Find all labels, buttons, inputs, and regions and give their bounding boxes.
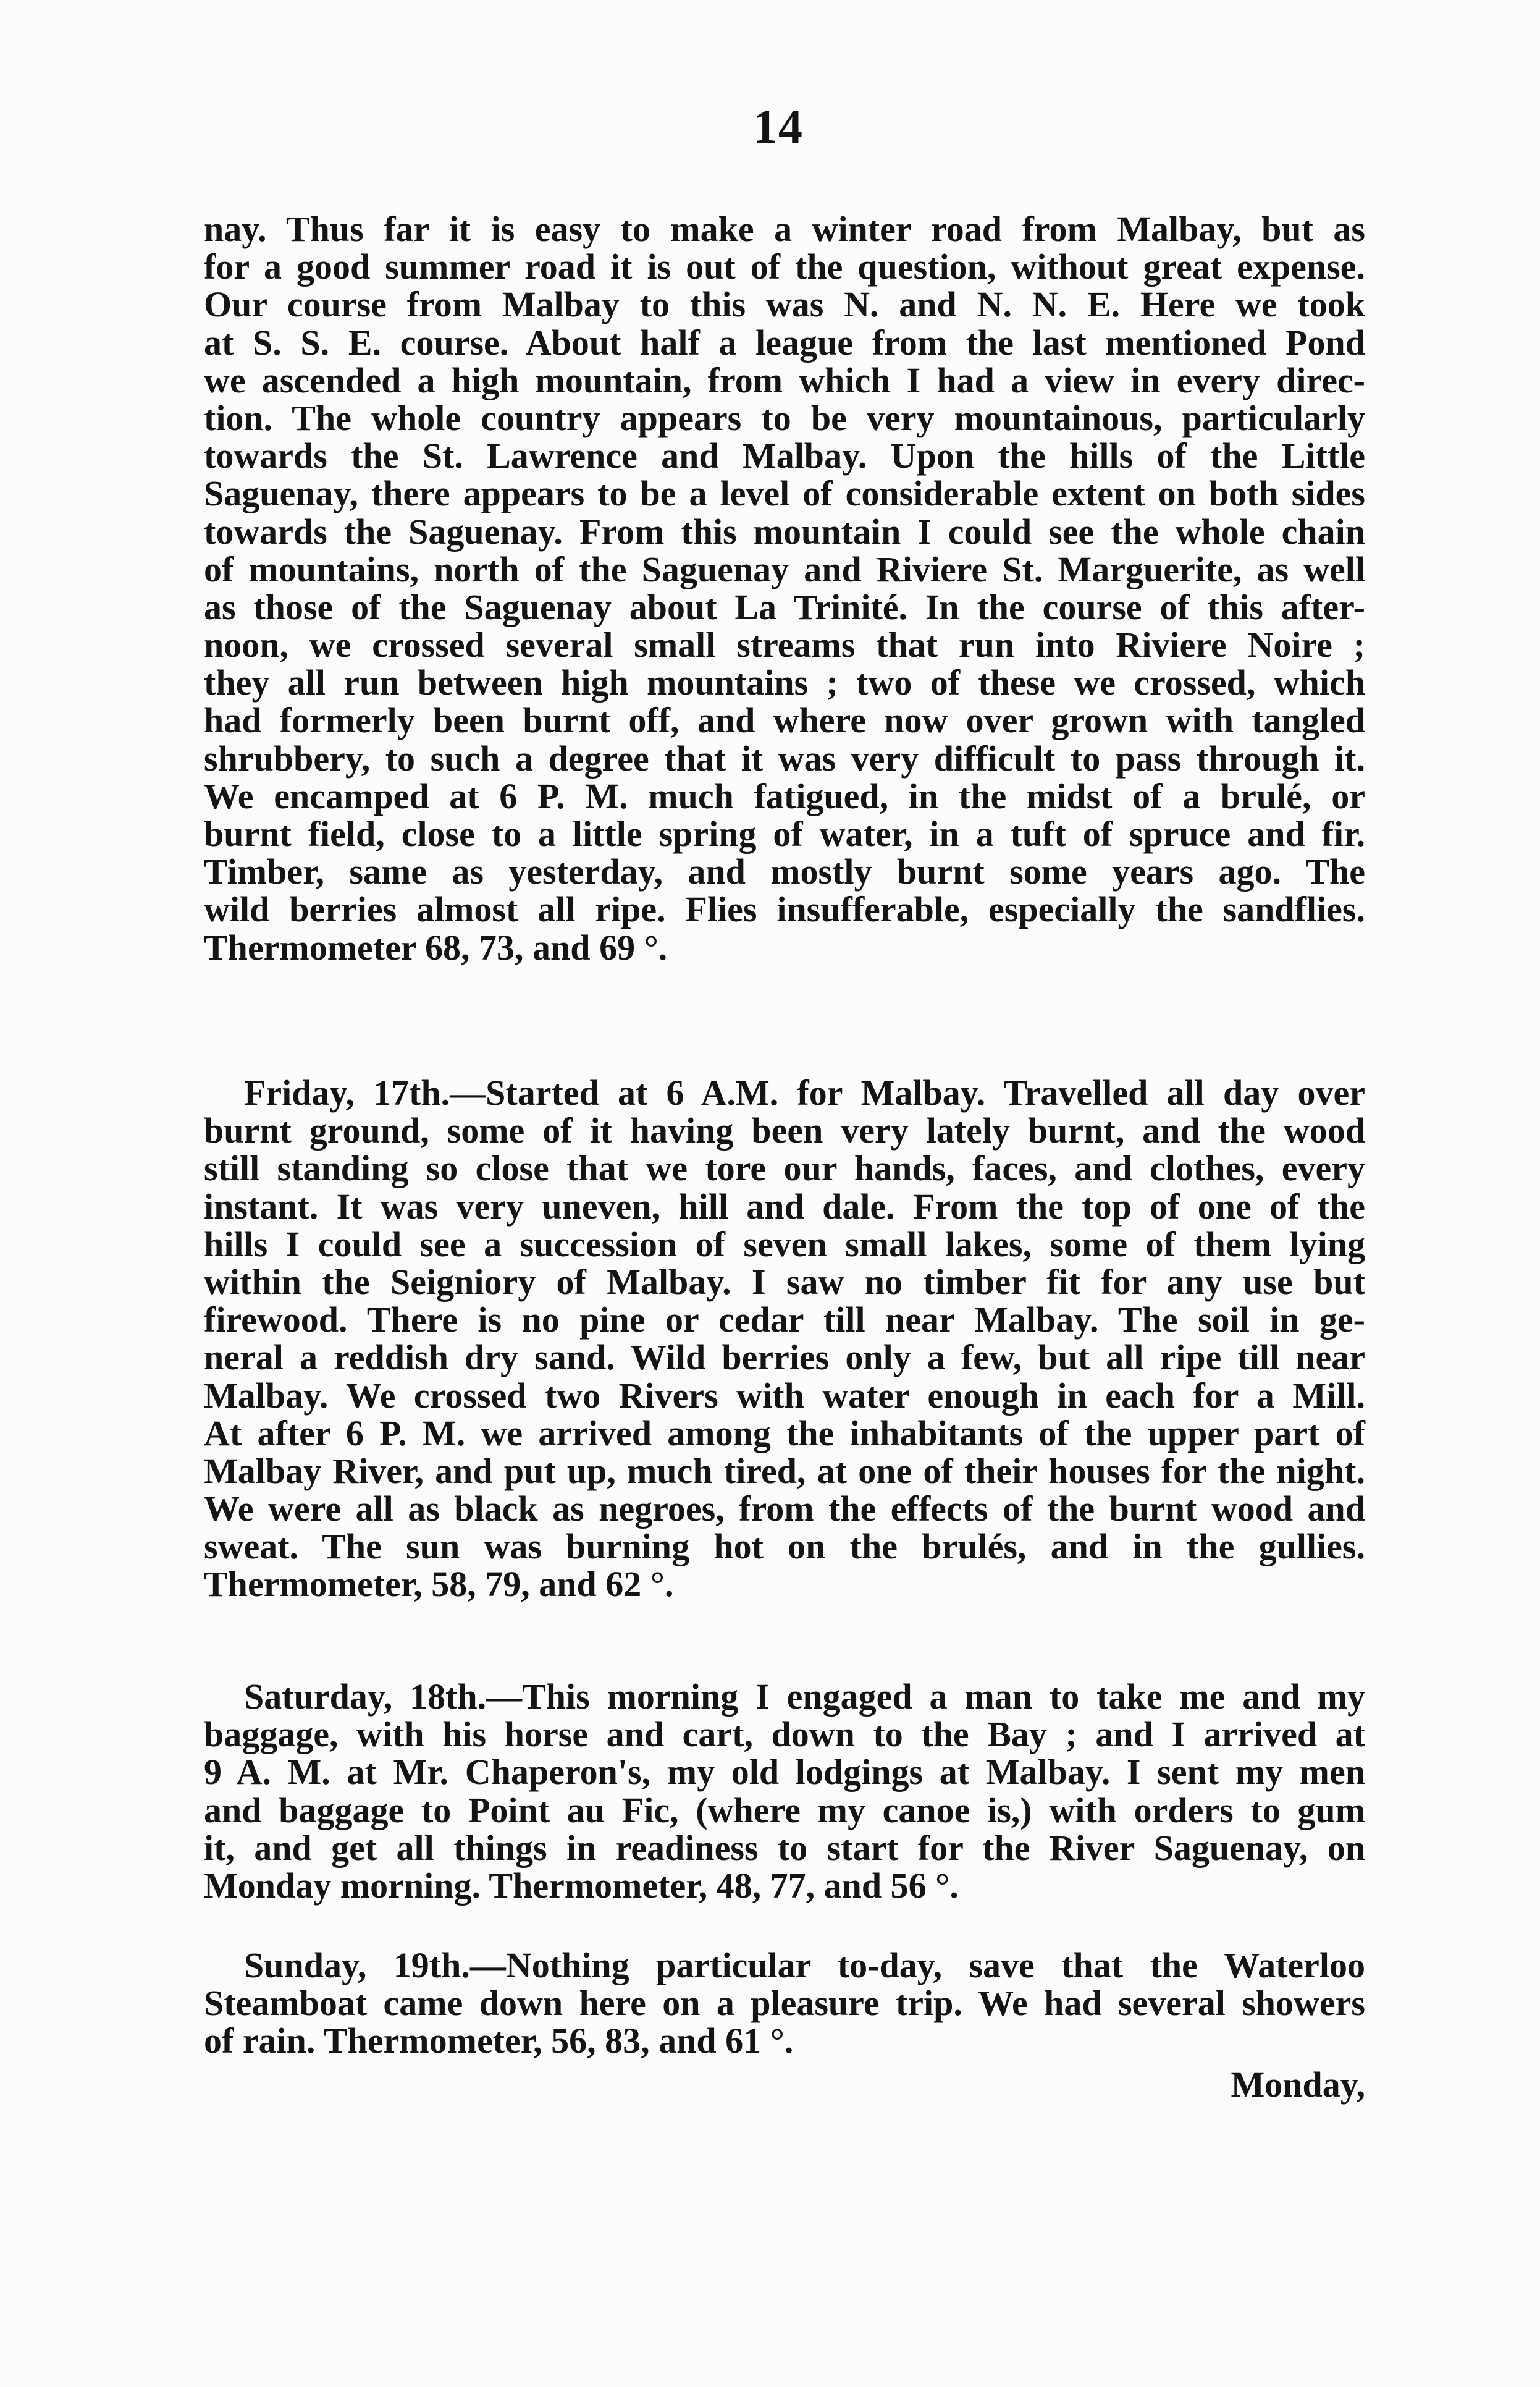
- text-line: 9 A. M. at Mr. Chaperon's, my old lodgings at Malbay. I sent my men: [204, 1752, 1365, 1793]
- text-line: Malbay River, and put up, much tired, at one of their houses for the night.: [204, 1450, 1365, 1491]
- text-line: of rain. Thermometer, 56, 83, and 61 °.: [204, 2021, 794, 2061]
- text-line: towards the St. Lawrence and Malbay. Upon the hills of the Little: [204, 436, 1365, 476]
- text-line: Sunday, 19th.—Nothing particular to-day, save that the Waterloo: [244, 1945, 1365, 1985]
- text-line: still standing so close that we tore our hands, faces, and clothes, every: [204, 1148, 1365, 1189]
- text-line: firewood. There is no pine or cedar till near Malbay. The soil in ge-: [204, 1299, 1365, 1340]
- text-line: neral a reddish dry sand. Wild berries only a few, but all ripe till near: [204, 1337, 1365, 1378]
- text-line: we ascended a high mountain, from which I had a view in every direc-: [204, 360, 1365, 400]
- text-line: as those of the Saguenay about La Trinité. In the course of this after-: [204, 586, 1365, 627]
- text-line: wild berries almost all ripe. Flies insufferable, especially the sandflies.: [204, 889, 1365, 930]
- text-line: burnt ground, some of it having been very lately burnt, and the wood: [204, 1110, 1365, 1151]
- text-line: Thermometer, 58, 79, and 62 °.: [204, 1564, 674, 1605]
- text-line: tion. The whole country appears to be very mountainous, particularly: [204, 397, 1365, 438]
- text-line: Malbay. We crossed two Rivers with water enough in each for a Mill.: [204, 1375, 1365, 1416]
- text-line: shrubbery, to such a degree that it was very difficult to pass through it.: [204, 738, 1365, 779]
- text-line: and baggage to Point au Fic, (where my canoe is,) with orders to gum: [204, 1789, 1365, 1830]
- text-line: Friday, 17th.—Started at 6 A.M. for Malbay. Travelled all day over: [244, 1073, 1365, 1113]
- text-line: towards the Saguenay. From this mountain I could see the whole chain: [204, 511, 1365, 552]
- text-line: for a good summer road it is out of the question, without great expense.: [204, 247, 1365, 287]
- text-line: Monday morning. Thermometer, 48, 77, and 56 °.: [204, 1865, 959, 1906]
- text-line: had formerly been burnt off, and where now over grown with tangled: [204, 700, 1365, 741]
- paragraph-4: [204, 1946, 1365, 2060]
- text-line: We encamped at 6 P. M. much fatigued, in the midst of a brulé, or: [204, 775, 1365, 816]
- text-line: nay. Thus far it is easy to make a winter road from Malbay, but as: [204, 209, 1365, 249]
- text-line: within the Seigniory of Malbay. I saw no timber fit for any use but: [204, 1261, 1365, 1302]
- text-line: it, and get all things in readiness to start for the River Saguenay, on: [204, 1827, 1365, 1868]
- text-line: At after 6 P. M. we arrived among the inhabitants of the upper part of: [204, 1413, 1365, 1453]
- text-line: Saguenay, there appears to be a level of considerable extent on both sides: [204, 473, 1365, 514]
- text-line: Thermometer 68, 73, and 69 °.: [204, 927, 668, 968]
- paragraph-1: [204, 210, 1365, 966]
- text-line: Timber, same as yesterday, and mostly burnt some years ago. The: [204, 851, 1365, 892]
- text-line: sweat. The sun was burning hot on the brulés, and in the gullies.: [204, 1526, 1365, 1567]
- text-line: instant. It was very uneven, hill and dale. From the top of one of the: [204, 1186, 1365, 1227]
- page-number: 14: [753, 99, 804, 153]
- text-line: at S. S. E. course. About half a league from the last mentioned Pond: [204, 322, 1365, 363]
- paragraph-3: [204, 1678, 1365, 1904]
- text-line: of mountains, north of the Saguenay and Riviere St. Marguerite, as well: [204, 549, 1365, 589]
- text-line: baggage, with his horse and cart, down to the Bay ; and I arrived at: [204, 1714, 1365, 1755]
- catchword: Monday,: [1231, 2064, 1365, 2105]
- text-line: noon, we crossed several small streams that run into Riviere Noire ;: [204, 625, 1365, 665]
- paragraph-2: [204, 1074, 1365, 1603]
- text-line: Saturday, 18th.—This morning I engaged a man to take me and my: [244, 1676, 1365, 1717]
- text-line: Our course from Malbay to this was N. and N. N. E. Here we took: [204, 284, 1365, 325]
- text-line: burnt field, close to a little spring of water, in a tuft of spruce and fir.: [204, 814, 1365, 854]
- text-line: they all run between high mountains ; two of these we crossed, which: [204, 662, 1365, 703]
- text-line: hills I could see a succession of seven small lakes, some of them lying: [204, 1223, 1365, 1264]
- text-line: We were all as black as negroes, from the effects of the burnt wood and: [204, 1489, 1365, 1529]
- text-line: Steamboat came down here on a pleasure trip. We had several showers: [204, 1983, 1365, 2024]
